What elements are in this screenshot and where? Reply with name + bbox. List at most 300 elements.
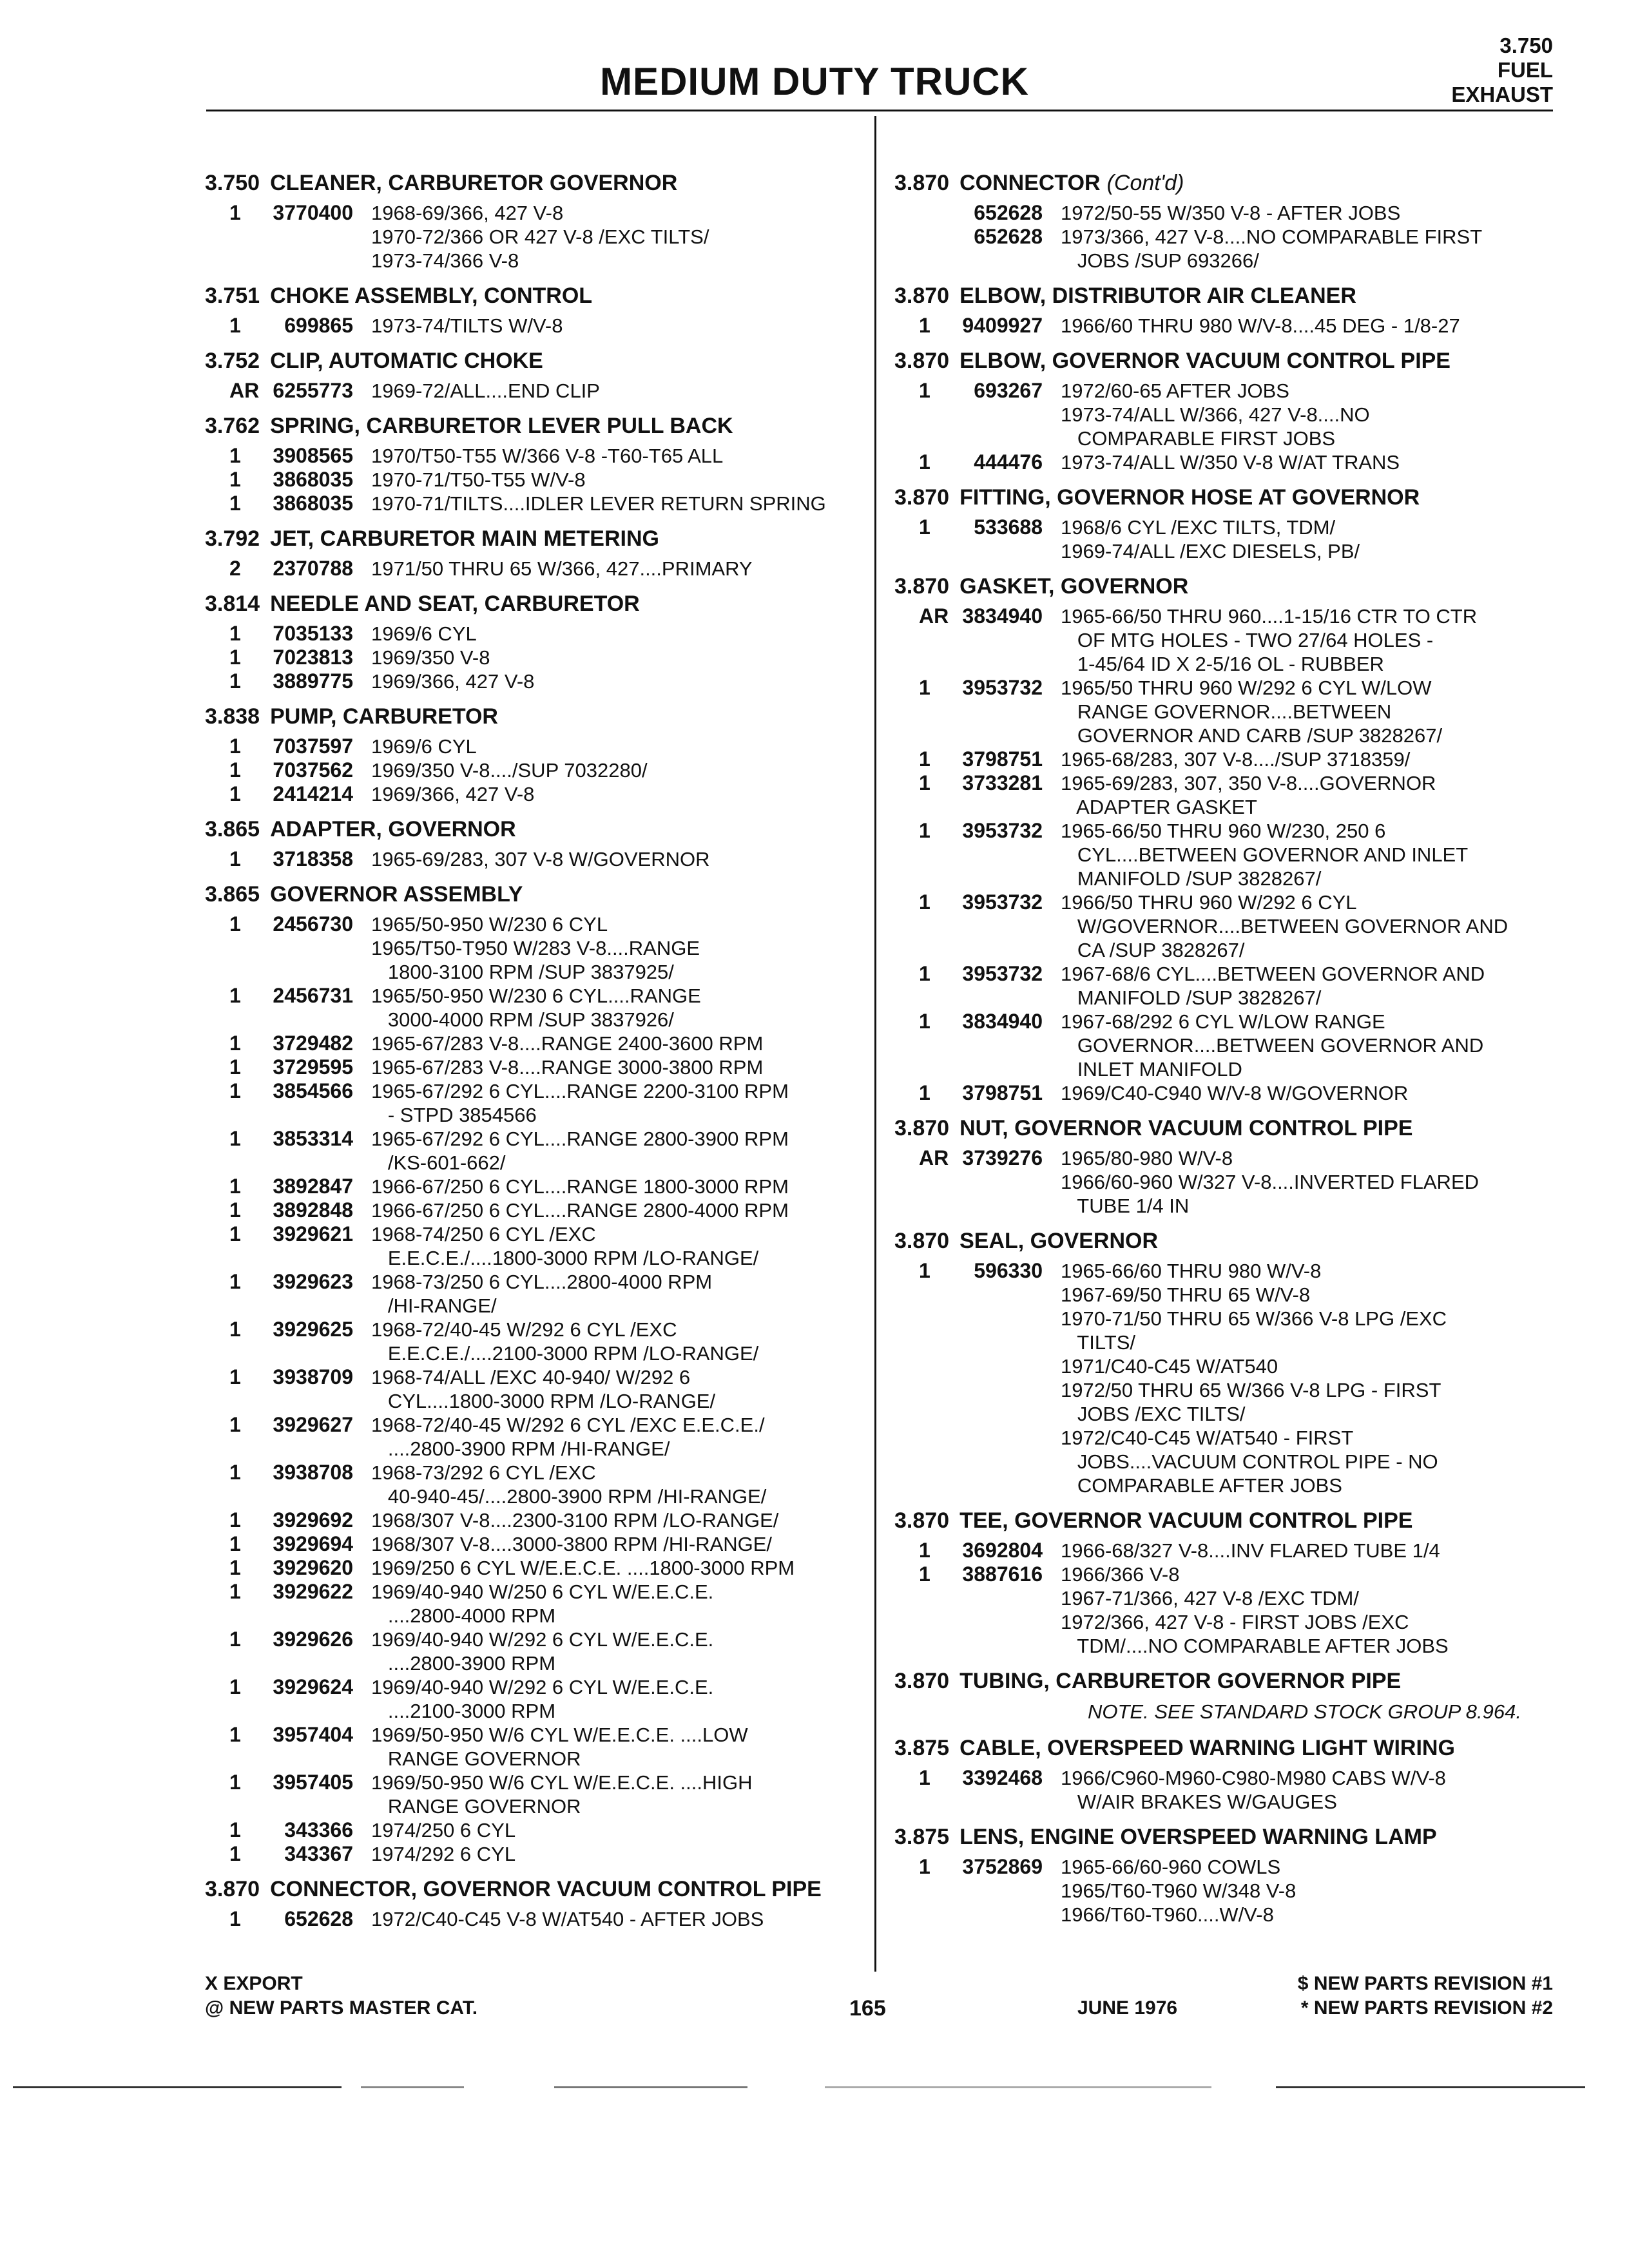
part-description: 1965-67/292 6 CYL....RANGE 2800-3900 RPM /KS-601-662/	[371, 1128, 789, 1174]
part-number: 3834940	[962, 604, 1043, 628]
part-entry	[894, 379, 1565, 450]
section-number: 3.762	[205, 414, 260, 438]
section-title: CLEANER, CARBURETOR GOVERNOR	[270, 171, 678, 195]
section-subgroup: EXHAUST	[1451, 82, 1553, 106]
section-note: NOTE. SEE STANDARD STOCK GROUP 8.964.	[1088, 1700, 1521, 1723]
footer-right	[1298, 1972, 1553, 2021]
section-heading	[894, 1114, 1565, 1142]
part-description: 1971/50 THRU 65 W/366, 427....PRIMARY	[371, 557, 753, 580]
part-number: 3798751	[962, 1081, 1043, 1104]
part-quantity: 1	[229, 735, 241, 758]
part-quantity: 1	[229, 1198, 241, 1222]
part-entry	[894, 819, 1565, 890]
part-entry	[894, 1081, 1565, 1105]
part-entry	[894, 962, 1565, 1010]
part-entry	[894, 747, 1565, 771]
part-number: 9409927	[962, 314, 1043, 337]
part-number: 652628	[284, 1907, 353, 1930]
part-number: 533688	[974, 515, 1043, 539]
section-heading	[894, 1734, 1565, 1762]
part-description: 1972/50-55 W/350 V-8 - AFTER JOBS	[1061, 202, 1401, 224]
part-number: 7037597	[273, 735, 353, 758]
part-quantity: 1	[919, 379, 930, 402]
part-quantity: 1	[919, 962, 930, 985]
part-description: 1968/307 V-8....3000-3800 RPM /HI-RANGE/	[371, 1533, 773, 1555]
part-entry	[205, 379, 862, 403]
part-quantity: 1	[229, 1270, 241, 1293]
section-heading	[205, 815, 862, 843]
part-number: 3929626	[273, 1628, 353, 1651]
part-description: 1967-68/6 CYL....BETWEEN GOVERNOR AND MANIFOLD /SUP 3828267/	[1061, 963, 1485, 1009]
section-number: 3.750	[205, 171, 260, 195]
part-description: 1965-69/283, 307 V-8 W/GOVERNOR	[371, 848, 710, 870]
part-quantity: 1	[919, 819, 930, 842]
section-heading	[894, 1227, 1565, 1255]
part-quantity: 1	[229, 1318, 241, 1341]
export-note: X EXPORT	[205, 1973, 303, 1994]
part-description: 1969/40-940 W/292 6 CYL W/E.E.C.E. ....2100-3000 RPM	[371, 1676, 714, 1722]
part-entry	[894, 450, 1565, 474]
part-quantity: 1	[229, 468, 241, 491]
part-entry	[894, 676, 1565, 747]
part-number: 3798751	[962, 747, 1043, 771]
part-description: 1965/50-950 W/230 6 CYL 1965/T50-T950 W/283 V-8....RANGE 1800-3100 RPM /SUP 3837925/	[371, 913, 700, 983]
part-quantity	[894, 201, 951, 225]
part-quantity: 1	[919, 1855, 930, 1878]
part-description: 1965-68/283, 307 V-8..../SUP 3718359/	[1061, 748, 1411, 771]
part-description: 1972/C40-C45 V-8 W/AT540 - AFTER JOBS	[371, 1908, 764, 1930]
part-description: 1969/366, 427 V-8	[371, 670, 535, 693]
part-description: 1966/366 V-8 1967-71/366, 427 V-8 /EXC TDM/ 1972/366, 427 V-8 - FIRST JOBS /EXC TDM/....NO COMPARABLE AFTER JOBS	[1061, 1563, 1449, 1657]
section-group: FUEL	[1497, 58, 1553, 82]
part-entry	[205, 1532, 862, 1556]
page-title: MEDIUM DUTY TRUCK	[600, 60, 1029, 103]
part-quantity: 1	[229, 646, 241, 669]
part-entry	[205, 1508, 862, 1532]
part-quantity: 1	[229, 1532, 241, 1555]
section-number: 3.870	[894, 485, 950, 510]
part-description: 1965/80-980 W/V-8 1966/60-960 W/327 V-8....INVERTED FLARED TUBE 1/4 IN	[1061, 1147, 1480, 1217]
section-heading	[205, 169, 862, 197]
part-quantity: 1	[919, 1010, 930, 1033]
section-title: ELBOW, DISTRIBUTOR AIR CLEANER	[959, 284, 1356, 308]
part-number: 3929627	[273, 1413, 353, 1436]
section-number: 3.870	[894, 574, 950, 599]
part-quantity: 1	[229, 782, 241, 805]
part-number: 3853314	[273, 1127, 353, 1150]
section-heading	[205, 880, 862, 908]
part-description: 1968-74/ALL /EXC 40-940/ W/292 6 CYL....1800-3000 RPM /LO-RANGE/	[371, 1366, 716, 1412]
part-quantity: 1	[229, 912, 241, 936]
part-entry	[894, 314, 1565, 338]
part-entry	[894, 1855, 1565, 1927]
part-number: 596330	[974, 1259, 1043, 1282]
part-entry	[205, 1580, 862, 1628]
section-number: 3.870	[894, 349, 950, 373]
part-description: 1965-67/283 V-8....RANGE 3000-3800 RPM	[371, 1056, 764, 1079]
part-number: 3692804	[962, 1539, 1043, 1562]
part-description: 1965-66/60-960 COWLS 1965/T60-T960 W/348 V-8 1966/T60-T960....W/V-8	[1061, 1856, 1296, 1926]
section-heading	[205, 524, 862, 553]
part-number: 3929692	[273, 1508, 353, 1532]
part-description: 1969/40-940 W/292 6 CYL W/E.E.C.E. ....2800-3900 RPM	[371, 1628, 714, 1675]
part-entry	[205, 1079, 862, 1127]
section-code-block	[1451, 34, 1553, 107]
part-entry	[205, 1628, 862, 1675]
revision-note-2: * NEW PARTS REVISION #2	[1300, 1997, 1553, 2019]
part-number: 7035133	[273, 622, 353, 645]
part-entry	[894, 515, 1565, 563]
part-number: 343367	[284, 1842, 353, 1865]
part-quantity: 1	[229, 1222, 241, 1245]
part-description: 1972/60-65 AFTER JOBS 1973-74/ALL W/366, 427 V-8....NO COMPARABLE FIRST JOBS	[1061, 380, 1370, 450]
section-title: GOVERNOR ASSEMBLY	[270, 882, 523, 907]
part-quantity: 1	[919, 1259, 930, 1282]
part-entry	[205, 1818, 862, 1842]
part-description: 1969/350 V-8..../SUP 7032280/	[371, 759, 648, 782]
section-heading	[205, 412, 862, 440]
part-number: 3889775	[273, 669, 353, 693]
part-number: 3887616	[962, 1562, 1043, 1586]
part-description: 1965-69/283, 307, 350 V-8....GOVERNOR ADAPTER GASKET	[1061, 772, 1436, 818]
part-quantity: 1	[229, 1723, 241, 1746]
part-entry	[205, 1556, 862, 1580]
section-title: SPRING, CARBURETOR LEVER PULL BACK	[270, 414, 733, 438]
section-title: PUMP, CARBURETOR	[270, 704, 498, 729]
section-number: 3.870	[205, 1877, 260, 1901]
section-title: NUT, GOVERNOR VACUUM CONTROL PIPE	[959, 1116, 1413, 1140]
page-number: 165	[849, 1996, 886, 2021]
part-entry	[205, 669, 862, 693]
part-quantity: 1	[229, 1127, 241, 1150]
part-quantity: 1	[229, 1907, 241, 1930]
section-title: JET, CARBURETOR MAIN METERING	[270, 526, 659, 551]
section-number: 3.752	[205, 349, 260, 373]
part-description: 1969/6 CYL	[371, 622, 477, 645]
bottom-rule	[0, 2086, 1629, 2089]
part-description: 1966-67/250 6 CYL....RANGE 1800-3000 RPM	[371, 1175, 789, 1198]
part-number: 3929624	[273, 1675, 353, 1698]
section-number: 3.751	[205, 284, 260, 308]
section-number: 3.870	[894, 284, 950, 308]
part-number: 652628	[974, 201, 1043, 224]
part-entry	[205, 492, 862, 515]
part-entry	[205, 1055, 862, 1079]
part-entry	[894, 604, 1565, 676]
part-quantity: 1	[229, 1556, 241, 1579]
section-number: 3.792	[205, 526, 260, 551]
section-heading	[894, 169, 1565, 197]
part-number: 699865	[284, 314, 353, 337]
part-number: 3718358	[273, 847, 353, 870]
part-number: 3929620	[273, 1556, 353, 1579]
part-quantity: 2	[229, 557, 241, 580]
part-quantity: 1	[919, 1766, 930, 1789]
part-quantity	[894, 225, 951, 273]
part-description: 1968-73/292 6 CYL /EXC 40-940-45/....2800-3900 RPM /HI-RANGE/	[371, 1461, 767, 1508]
part-description: 1969/366, 427 V-8	[371, 783, 535, 805]
part-description: 1966/C960-M960-C980-M980 CABS W/V-8 W/AIR BRAKES W/GAUGES	[1061, 1767, 1446, 1813]
part-description: 1973/366, 427 V-8....NO COMPARABLE FIRST JOBS /SUP 693266/	[1061, 226, 1483, 272]
section-heading	[894, 572, 1565, 601]
part-description: 1974/250 6 CYL	[371, 1819, 516, 1841]
part-entry	[205, 1032, 862, 1055]
part-entry	[894, 1010, 1565, 1081]
column-divider	[874, 116, 876, 1972]
part-description: 1969-72/ALL....END CLIP	[371, 380, 600, 402]
part-entry	[894, 1259, 1565, 1497]
part-description: 1968-74/250 6 CYL /EXC E.E.C.E./....1800-3000 RPM /LO-RANGE/	[371, 1223, 759, 1269]
part-entry	[205, 1198, 862, 1222]
part-quantity: 1	[229, 492, 241, 515]
part-quantity: 1	[229, 758, 241, 782]
section-title: CABLE, OVERSPEED WARNING LIGHT WIRING	[959, 1736, 1455, 1760]
header-rule	[206, 110, 1553, 111]
part-quantity: 1	[229, 1413, 241, 1436]
part-entry	[205, 314, 862, 338]
part-quantity: 1	[919, 747, 930, 771]
part-number: 3392468	[962, 1766, 1043, 1789]
part-number: 3770400	[273, 201, 353, 224]
section-title: CONNECTOR, GOVERNOR VACUUM CONTROL PIPE	[270, 1877, 822, 1901]
part-number: 3929621	[273, 1222, 353, 1245]
part-entry	[205, 758, 862, 782]
part-description: 1965/50 THRU 960 W/292 6 CYL W/LOW RANGE GOVERNOR....BETWEEN GOVERNOR AND CARB /SUP 3828267/	[1061, 677, 1443, 747]
part-description: 1965-67/283 V-8....RANGE 2400-3600 RPM	[371, 1032, 764, 1055]
part-number: 2456730	[273, 912, 353, 936]
part-number: 2456731	[273, 984, 353, 1007]
part-description: 1970-71/TILTS....IDLER LEVER RETURN SPRING	[371, 492, 826, 515]
part-description: 1965/50-950 W/230 6 CYL....RANGE 3000-4000 RPM /SUP 3837926/	[371, 985, 701, 1031]
part-quantity: 1	[919, 771, 930, 794]
part-quantity: 1	[229, 314, 241, 337]
part-quantity: 1	[229, 1032, 241, 1055]
section-title: ELBOW, GOVERNOR VACUUM CONTROL PIPE	[959, 349, 1451, 373]
part-number: 7023813	[273, 646, 353, 669]
part-number: 3739276	[962, 1146, 1043, 1169]
section-number: 3.875	[894, 1825, 950, 1849]
part-number: 3868035	[273, 468, 353, 491]
part-quantity: 1	[229, 1842, 241, 1865]
part-entry	[205, 557, 862, 581]
part-description: 1970-71/T50-T55 W/V-8	[371, 468, 586, 491]
part-number: 3908565	[273, 444, 353, 467]
part-entry	[205, 735, 862, 758]
section-number: 3.870	[894, 1229, 950, 1253]
section-code: 3.750	[1499, 34, 1553, 57]
part-quantity: 1	[229, 1461, 241, 1484]
part-entry	[205, 1175, 862, 1198]
section-heading	[894, 1823, 1565, 1851]
part-description: 1966-68/327 V-8....INV FLARED TUBE 1/4	[1061, 1539, 1440, 1562]
part-number: 3854566	[273, 1079, 353, 1102]
part-entry	[205, 1318, 862, 1365]
footer-date: JUNE 1976	[1077, 1997, 1178, 2019]
part-description: 1968-73/250 6 CYL....2800-4000 RPM /HI-RANGE/	[371, 1271, 713, 1317]
section-number: 3.838	[205, 704, 260, 729]
part-quantity: 1	[919, 515, 930, 539]
section-heading	[894, 1667, 1565, 1695]
part-quantity: 1	[229, 847, 241, 870]
section-number: 3.865	[205, 817, 260, 841]
part-number: 3929623	[273, 1270, 353, 1293]
part-number: 6255773	[273, 379, 353, 402]
master-catalog-note: @ NEW PARTS MASTER CAT.	[205, 1997, 478, 2019]
part-quantity: 1	[229, 1580, 241, 1603]
part-number: 3953732	[962, 962, 1043, 985]
section-title: GASKET, GOVERNOR	[959, 574, 1189, 599]
part-entry	[894, 201, 1565, 225]
part-quantity: 1	[229, 1771, 241, 1794]
section-heading	[205, 702, 862, 731]
part-number: 3957404	[273, 1723, 353, 1746]
part-number: 3892847	[273, 1175, 353, 1198]
part-entry	[894, 1146, 1565, 1218]
section-title: LENS, ENGINE OVERSPEED WARNING LAMP	[959, 1825, 1437, 1849]
part-quantity: 1	[229, 622, 241, 645]
section-title: NEEDLE AND SEAT, CARBURETOR	[270, 591, 640, 616]
part-description: 1968/6 CYL /EXC TILTS, TDM/ 1969-74/ALL /EXC DIESELS, PB/	[1061, 516, 1360, 562]
section-title: SEAL, GOVERNOR	[959, 1229, 1159, 1253]
part-entry	[205, 1461, 862, 1508]
part-number: 3892848	[273, 1198, 353, 1222]
part-number: 2414214	[273, 782, 353, 805]
part-entry	[205, 622, 862, 646]
part-entry	[894, 771, 1565, 819]
part-quantity: 1	[229, 984, 241, 1007]
section-heading	[894, 1506, 1565, 1535]
part-entry	[205, 912, 862, 984]
section-title: TEE, GOVERNOR VACUUM CONTROL PIPE	[959, 1508, 1413, 1533]
part-number: 3733281	[962, 771, 1043, 794]
part-description: 1965-66/50 THRU 960....1-15/16 CTR TO CTR OF MTG HOLES - TWO 27/64 HOLES - 1-45/64 ID X 2-5/16 OL - RUBBER	[1061, 605, 1478, 675]
section-title: CLIP, AUTOMATIC CHOKE	[270, 349, 543, 373]
part-description: 1965-66/50 THRU 960 W/230, 250 6 CYL....BETWEEN GOVERNOR AND INLET MANIFOLD /SUP 3828267/	[1061, 820, 1469, 890]
part-entry	[205, 1675, 862, 1723]
part-number: 444476	[974, 450, 1043, 474]
part-entry	[205, 1222, 862, 1270]
part-description: 1969/50-950 W/6 CYL W/E.E.C.E. ....HIGH RANGE GOVERNOR	[371, 1771, 753, 1818]
section-number: 3.870	[894, 171, 950, 195]
part-description: 1974/292 6 CYL	[371, 1843, 516, 1865]
section-title: CONNECTOR	[959, 171, 1101, 195]
section-heading	[894, 347, 1565, 375]
part-number: 343366	[284, 1818, 353, 1841]
part-number: 3929622	[273, 1580, 353, 1603]
section-number: 3.870	[894, 1669, 950, 1693]
part-number: 3953732	[962, 676, 1043, 699]
part-description: 1973-74/TILTS W/V-8	[371, 314, 563, 337]
part-quantity: 1	[229, 1508, 241, 1532]
part-description: 1969/40-940 W/250 6 CYL W/E.E.C.E. ....2800-4000 RPM	[371, 1581, 714, 1627]
right-column	[894, 160, 1565, 1927]
part-quantity: 1	[229, 669, 241, 693]
part-entry	[205, 782, 862, 806]
part-description: 1966/60 THRU 980 W/V-8....45 DEG - 1/8-27	[1061, 314, 1460, 337]
part-entry	[205, 646, 862, 669]
part-description: 1965-67/292 6 CYL....RANGE 2200-3100 RPM - STPD 3854566	[371, 1080, 789, 1126]
part-number: 3938709	[273, 1365, 353, 1389]
part-entry	[205, 1365, 862, 1413]
part-entry	[205, 1771, 862, 1818]
section-heading	[205, 590, 862, 618]
footer-left	[205, 1972, 477, 2021]
section-title-suffix: (Cont'd)	[1106, 171, 1184, 195]
part-description: 1968/307 V-8....2300-3100 RPM /LO-RANGE/	[371, 1509, 779, 1532]
part-description: 1968-69/366, 427 V-8 1970-72/366 OR 427 V-8 /EXC TILTS/ 1973-74/366 V-8	[371, 202, 709, 272]
part-quantity: 1	[229, 1175, 241, 1198]
part-entry	[205, 201, 862, 273]
part-quantity: 1	[229, 201, 241, 224]
section-number: 3.865	[205, 882, 260, 907]
part-quantity: 1	[229, 1079, 241, 1102]
part-entry	[205, 444, 862, 468]
part-quantity: AR	[229, 379, 260, 402]
part-number: 3953732	[962, 890, 1043, 914]
part-number: 3938708	[273, 1461, 353, 1484]
part-description: 1973-74/ALL W/350 V-8 W/AT TRANS	[1061, 451, 1400, 474]
section-heading	[894, 282, 1565, 310]
part-description: 1966-67/250 6 CYL....RANGE 2800-4000 RPM	[371, 1199, 789, 1222]
part-description: 1968-72/40-45 W/292 6 CYL /EXC E.E.C.E./ ....2800-3900 RPM /HI-RANGE/	[371, 1414, 765, 1460]
section-number: 3.814	[205, 591, 260, 616]
part-entry	[205, 468, 862, 492]
part-entry	[205, 1413, 862, 1461]
part-entry	[894, 890, 1565, 962]
part-number: 3929625	[273, 1318, 353, 1341]
section-number: 3.870	[894, 1116, 950, 1140]
left-column	[205, 160, 862, 1931]
part-quantity: 1	[229, 1818, 241, 1841]
part-number: 3834940	[962, 1010, 1043, 1033]
part-quantity: 1	[919, 1081, 930, 1104]
part-number: 652628	[974, 225, 1043, 248]
part-entry	[894, 1562, 1565, 1658]
section-heading	[205, 282, 862, 310]
part-description: 1969/350 V-8	[371, 646, 490, 669]
section-heading	[205, 1875, 862, 1903]
part-quantity: 1	[229, 1675, 241, 1698]
part-number: 3929694	[273, 1532, 353, 1555]
section-title: ADAPTER, GOVERNOR	[270, 817, 516, 841]
part-quantity: 1	[229, 1365, 241, 1389]
part-quantity: 1	[229, 1055, 241, 1079]
part-number: 2370788	[273, 557, 353, 580]
part-entry	[205, 1723, 862, 1771]
part-quantity: 1	[919, 314, 930, 337]
part-description: 1970/T50-T55 W/366 V-8 -T60-T65 ALL	[371, 445, 724, 467]
section-number: 3.875	[894, 1736, 950, 1760]
part-quantity: 1	[919, 890, 930, 914]
part-number: 3953732	[962, 819, 1043, 842]
part-description: 1969/50-950 W/6 CYL W/E.E.C.E. ....LOW RANGE GOVERNOR	[371, 1724, 748, 1770]
part-quantity: 1	[919, 450, 930, 474]
part-entry	[894, 1766, 1565, 1814]
section-title: TUBING, CARBURETOR GOVERNOR PIPE	[959, 1669, 1402, 1693]
part-number: 3752869	[962, 1855, 1043, 1878]
section-heading	[205, 347, 862, 375]
part-entry	[894, 1539, 1565, 1562]
part-quantity: 1	[919, 1539, 930, 1562]
part-description: 1969/250 6 CYL W/E.E.C.E. ....1800-3000 RPM	[371, 1557, 795, 1579]
section-number: 3.870	[894, 1508, 950, 1533]
part-quantity: AR	[919, 604, 949, 628]
part-description: 1966/50 THRU 960 W/292 6 CYL W/GOVERNOR....BETWEEN GOVERNOR AND CA /SUP 3828267/	[1061, 891, 1509, 961]
part-number: 7037562	[273, 758, 353, 782]
part-entry	[205, 1907, 862, 1931]
part-quantity: AR	[919, 1146, 949, 1169]
part-entry	[205, 984, 862, 1032]
